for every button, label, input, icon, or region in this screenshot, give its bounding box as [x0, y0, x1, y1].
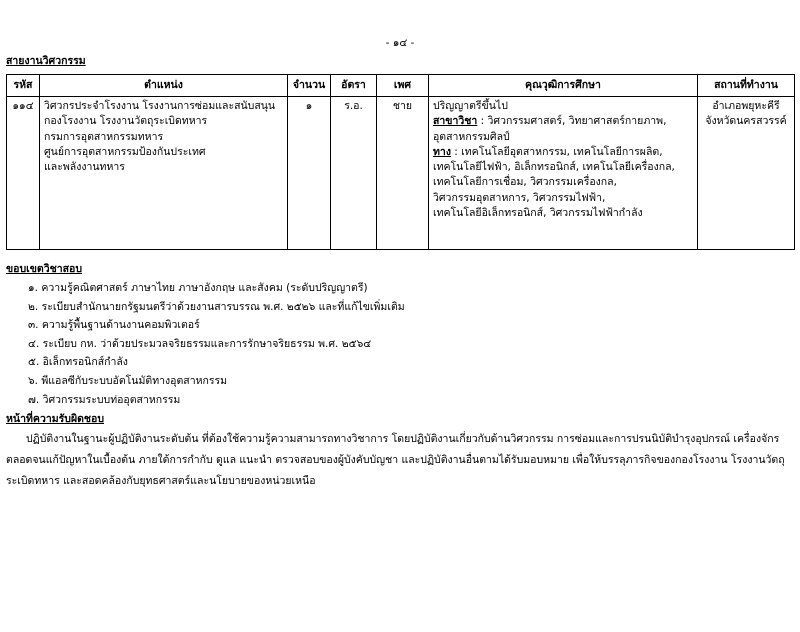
cell-gender: ชาย	[377, 97, 429, 250]
qual-major-line: เทคโนโลยีการเชื่อม, วิศวกรรมเครื่องกล,	[433, 176, 617, 189]
qual-field-text: : วิศวกรรมศาสตร์, วิทยาศาสตร์กายภาพ,	[477, 115, 667, 128]
cell-position	[40, 97, 288, 250]
location-line: อำเภอพยุหะคีรี	[712, 100, 780, 113]
cell-rate: ร.อ.	[331, 97, 377, 250]
position-table	[6, 74, 795, 250]
cell-qualification	[429, 97, 698, 250]
cell-code: ๑๑๔	[7, 97, 40, 250]
qual-field	[433, 114, 693, 129]
position-line: ศูนย์การอุตสาหกรรมป้องกันประเทศ	[44, 145, 206, 158]
qual-major-label: ทาง	[433, 145, 451, 158]
responsibilities-text: ปฏิบัติงานในฐานะผู้ปฏิบัติงานระดับต้น ที่ต้องใช้ความรู้ความสามารถทางวิชาการ โดยปฏิบัติงานเกี่ยวกับด้านวิศวกรรม การซ่อมและการปรนนิบัติบำรุงอุปกรณ์ เครื่องจักร ตลอดจนแก้ปัญหาในเบื้องต้น ภายใต้การกำกับ ดูแล แนะนำ ตรวจสอบของผู้บังคับบัญชา และปฏิบัติงานอื่นตามได้รับมอบหมาย เพื่อให้บรรลุภารกิจของกองโรงงาน โรงงานวัตถุระเบิดทหาร และสอดคล้องกับยุทธศาสตร์และนโยบายของหน่วยเหนือ	[6, 433, 785, 487]
qual-degree: ปริญญาตรีขึ้นไป	[433, 100, 508, 113]
list-item: ๔. ระเบียบ กห. ว่าด้วยประมวลจริยธรรมและการรักษาจริยธรรม พ.ศ. ๒๕๖๔	[28, 337, 372, 350]
header-gender: เพศ	[377, 75, 429, 97]
header-qualification: คุณวุฒิการศึกษา	[429, 75, 698, 97]
section-title: สายงานวิศวกรรม	[6, 55, 86, 67]
exam-scope-list	[28, 279, 405, 409]
position-line: กรมการอุตสาหกรรมทหาร	[44, 130, 164, 143]
qual-field-cont: อุตสาหกรรมศิลป์	[433, 130, 510, 143]
list-item: ๓. ความรู้พื้นฐานด้านงานคอมพิวเตอร์	[28, 319, 200, 332]
cell-quantity: ๑	[288, 97, 331, 250]
page-number: - ๑๔ -	[385, 37, 415, 49]
exam-scope-title: ขอบเขตวิชาสอบ	[6, 263, 83, 275]
qual-major-line: เทคโนโลยีไฟฟ้า, อิเล็กทรอนิกส์, เทคโนโลยีเครื่องกล,	[433, 161, 675, 174]
position-line: และพลังงานทหาร	[44, 161, 125, 174]
header-code: รหัส	[7, 75, 40, 97]
header-location: สถานที่ทำงาน	[698, 75, 795, 97]
header-quantity: จำนวน	[288, 75, 331, 97]
qual-major-line: เทคโนโลยีอิเล็กทรอนิกส์, วิศวกรรมไฟฟ้ากำลัง	[433, 206, 643, 219]
list-item: ๗. วิศวกรรมระบบท่ออุตสาหกรรม	[28, 393, 181, 406]
list-item: ๑. ความรู้คณิตศาสตร์ ภาษาไทย ภาษาอังกฤษ และสังคม (ระดับปริญญาตรี)	[28, 282, 368, 294]
table-header-row	[7, 75, 795, 97]
list-item: ๖. พีแอลซีกับระบบอัตโนมัติทางอุตสาหกรรม	[28, 374, 228, 387]
position-line: กองโรงงาน โรงงานวัตถุระเบิดทหาร	[44, 115, 208, 128]
qual-major-line: วิศวกรรมอุตสาหการ, วิศวกรรมไฟฟ้า,	[433, 191, 606, 204]
list-item: ๒. ระเบียบสำนักนายกรัฐมนตรีว่าด้วยงานสารบรรณ พ.ศ. ๒๕๒๖ และที่แก้ไขเพิ่มเติม	[28, 300, 405, 313]
header-position: ตำแหน่ง	[40, 75, 288, 97]
qual-major	[433, 145, 693, 160]
responsibilities-title: หน้าที่ความรับผิดชอบ	[6, 413, 105, 425]
header-rate: อัตรา	[331, 75, 377, 97]
table-row	[7, 97, 795, 250]
position-line: วิศวกรประจำโรงงาน โรงงานการซ่อมและสนับสนุน	[44, 100, 276, 113]
list-item: ๕. อิเล็กทรอนิกส์กำลัง	[28, 356, 128, 369]
location-line: จังหวัดนครสวรรค์	[705, 115, 787, 128]
qual-major-text: : เทคโนโลยีอุตสาหกรรม, เทคโนโลยีการผลิต,	[450, 145, 663, 158]
qual-field-label: สาขาวิชา	[433, 115, 478, 128]
cell-location	[698, 97, 795, 250]
